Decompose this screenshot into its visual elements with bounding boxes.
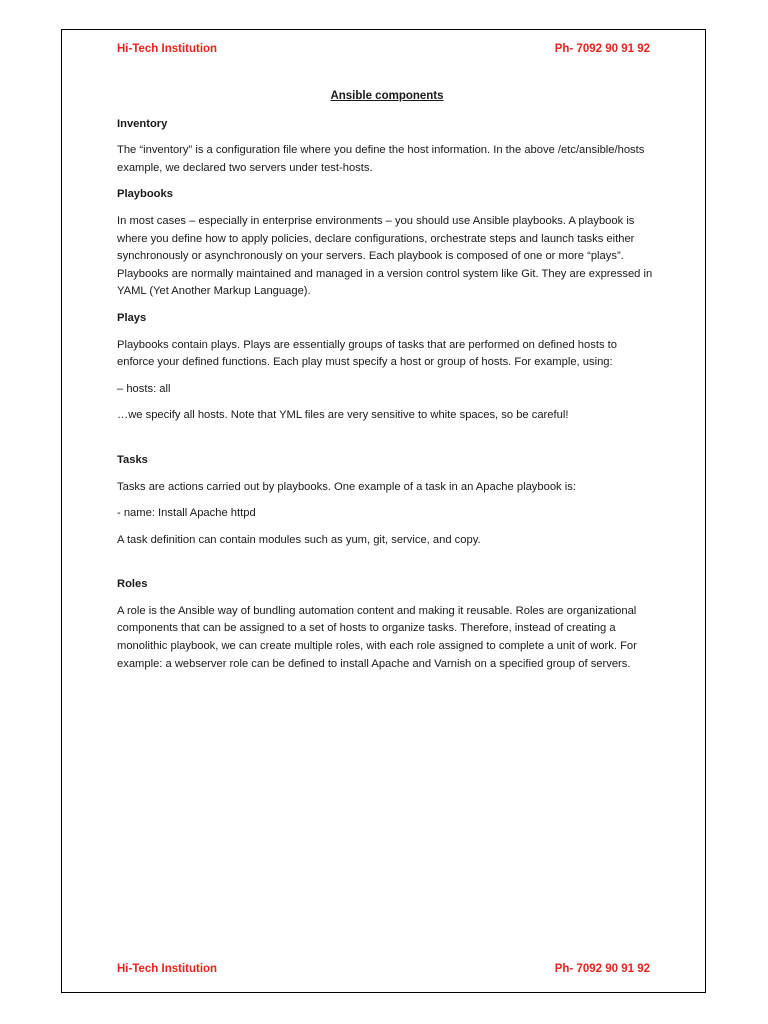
header-institution: Hi-Tech Institution [117,43,218,55]
tasks-example: - name: Install Apache httpd [117,507,256,520]
footer-phone: Ph- 7092 90 91 92 [554,963,650,975]
document-title: Ansible components [330,90,444,102]
heading-inventory: Inventory [117,117,168,130]
heading-playbooks: Playbooks [117,188,173,201]
plays-note: …we specify all hosts. Note that YML files are very sensitive to white spaces, so be careful! [117,409,569,422]
footer-institution: Hi-Tech Institution [117,963,218,975]
playbooks-paragraph: In most cases – especially in enterprise environments – you should use Ansible playbooks. A playbook is where you define how to apply policies, declare configurations, orchestrate steps and launch tasks either synchronously or asynchronously on your servers. Each playbook is composed of one or more “plays”. Playbooks are normally maintained and managed in a version control system like Git. They are expressed in YAML (Yet Another Markup Language). [117,214,653,298]
plays-hosts-example: – hosts: all [117,382,171,395]
page-footer [117,963,650,975]
inventory-paragraph: The “inventory” is a configuration file where you define the host information. In the above /etc/ansible/hosts example, we declared two servers under test-hosts. [117,144,645,174]
plays-paragraph: Playbooks contain plays. Plays are essentially groups of tasks that are performed on defined hosts to enforce your defined functions. Each play must specify a host or group of hosts. For example, using: [117,338,617,369]
document-body [117,88,657,682]
spacer [117,434,657,452]
header-phone: Ph- 7092 90 91 92 [554,43,650,55]
heading-tasks: Tasks [117,453,148,466]
roles-paragraph: A role is the Ansible way of bundling automation content and making it reusable. Roles are organizational components that can be assigned to a set of hosts to organize tasks. Therefore, instead of creating a monolithic playbook, we can create multiple roles, with each role assigned to complete a unit of work. For example: a webserver role can be defined to install Apache and Varnish on a specified group of servers. [117,604,637,670]
spacer [117,558,657,576]
tasks-modules: A task definition can contain modules such as yum, git, service, and copy. [117,533,481,546]
page-header [117,43,650,55]
heading-roles: Roles [117,578,148,591]
heading-plays: Plays [117,311,147,324]
tasks-paragraph: Tasks are actions carried out by playbooks. One example of a task in an Apache playbook is: [117,480,576,493]
